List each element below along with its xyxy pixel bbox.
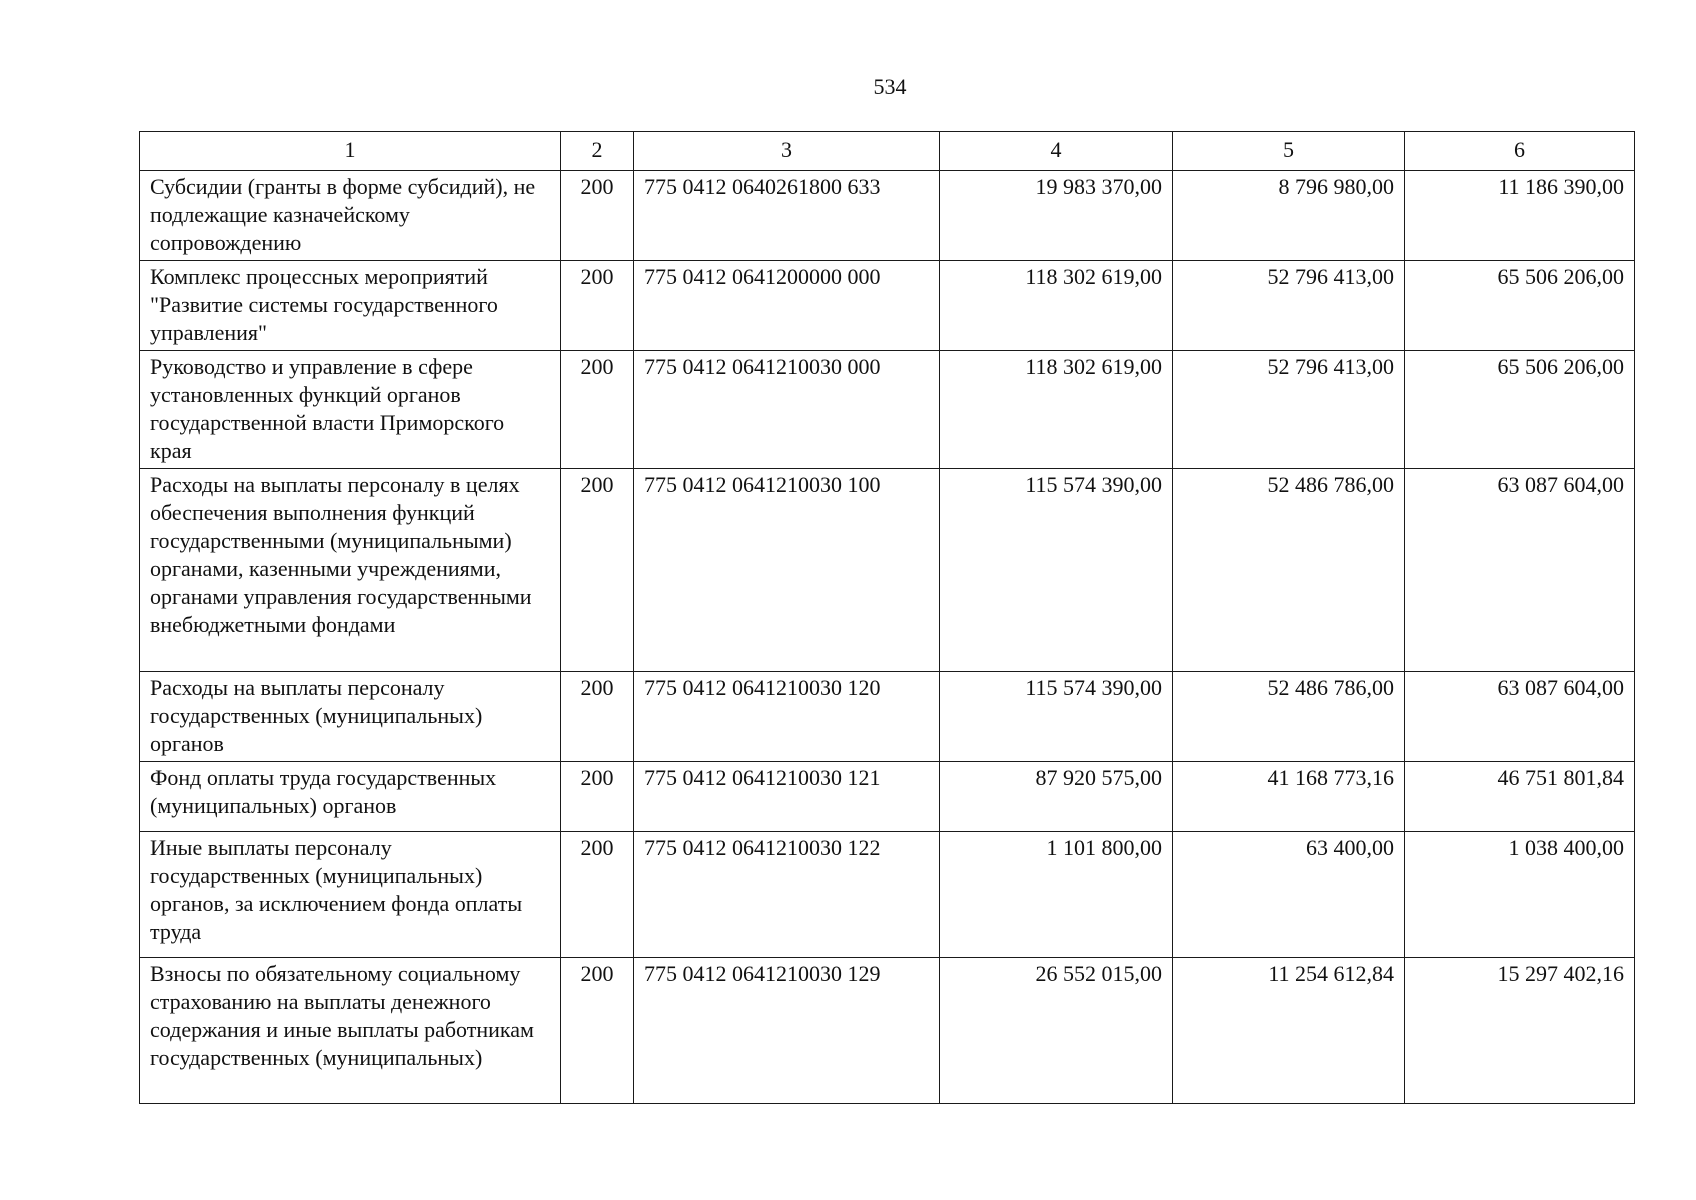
row-col6: 65 506 206,00: [1405, 261, 1635, 351]
table-row: [140, 762, 1635, 832]
row-col4: 118 302 619,00: [940, 351, 1173, 469]
column-header-4: 4: [940, 132, 1173, 171]
row-col5: 52 486 786,00: [1173, 672, 1405, 762]
row-col4: 87 920 575,00: [940, 762, 1173, 832]
row-col6: 11 186 390,00: [1405, 171, 1635, 261]
row-name: Фонд оплаты труда государственных (муниципальных) органов: [140, 762, 561, 832]
table-row: [140, 469, 1635, 672]
row-col2: 200: [561, 469, 634, 672]
table-header-row: [140, 132, 1635, 171]
row-col4: 26 552 015,00: [940, 958, 1173, 1104]
row-col6: 63 087 604,00: [1405, 469, 1635, 672]
row-col5: 11 254 612,84: [1173, 958, 1405, 1104]
row-col5: 52 796 413,00: [1173, 351, 1405, 469]
row-col2: 200: [561, 762, 634, 832]
row-col2: 200: [561, 261, 634, 351]
table-row: [140, 672, 1635, 762]
row-code: 775 0412 0641210030 000: [634, 351, 940, 469]
row-col6: 15 297 402,16: [1405, 958, 1635, 1104]
row-code: 775 0412 0641210030 100: [634, 469, 940, 672]
row-col2: 200: [561, 672, 634, 762]
row-col2: 200: [561, 171, 634, 261]
row-code: 775 0412 0641210030 129: [634, 958, 940, 1104]
row-col5: 41 168 773,16: [1173, 762, 1405, 832]
row-name: Руководство и управление в сфере установленных функций органов государственной власти Приморского края: [140, 351, 561, 469]
row-col5: 63 400,00: [1173, 832, 1405, 958]
table-row: [140, 832, 1635, 958]
row-col6: 65 506 206,00: [1405, 351, 1635, 469]
budget-table: [139, 131, 1635, 1104]
row-code: 775 0412 0641210030 121: [634, 762, 940, 832]
table-row: [140, 171, 1635, 261]
row-col2: 200: [561, 351, 634, 469]
row-code: 775 0412 0641200000 000: [634, 261, 940, 351]
row-code: 775 0412 0640261800 633: [634, 171, 940, 261]
row-col6: 1 038 400,00: [1405, 832, 1635, 958]
table-row: [140, 261, 1635, 351]
row-code: 775 0412 0641210030 120: [634, 672, 940, 762]
column-header-3: 3: [634, 132, 940, 171]
column-header-2: 2: [561, 132, 634, 171]
row-name: Взносы по обязательному социальному страхованию на выплаты денежного содержания и иные выплаты работникам государственных (муниципальных): [140, 958, 561, 1104]
column-header-1: 1: [140, 132, 561, 171]
row-col4: 115 574 390,00: [940, 672, 1173, 762]
row-code: 775 0412 0641210030 122: [634, 832, 940, 958]
row-col6: 63 087 604,00: [1405, 672, 1635, 762]
table-row: [140, 958, 1635, 1104]
row-name: Иные выплаты персоналу государственных (муниципальных) органов, за исключением фонда оплаты труда: [140, 832, 561, 958]
column-header-6: 6: [1405, 132, 1635, 171]
row-col6: 46 751 801,84: [1405, 762, 1635, 832]
table-row: [140, 351, 1635, 469]
row-col2: 200: [561, 958, 634, 1104]
row-col4: 115 574 390,00: [940, 469, 1173, 672]
row-col4: 1 101 800,00: [940, 832, 1173, 958]
row-col5: 8 796 980,00: [1173, 171, 1405, 261]
row-name: Комплекс процессных мероприятий "Развитие системы государственного управления": [140, 261, 561, 351]
row-col4: 118 302 619,00: [940, 261, 1173, 351]
row-col2: 200: [561, 832, 634, 958]
page-number: 534: [873, 74, 907, 99]
row-col5: 52 486 786,00: [1173, 469, 1405, 672]
row-name: Расходы на выплаты персоналу в целях обеспечения выполнения функций государственными (муниципальными) органами, казенными учреждениями, органами управления государственными внебюджетными фондами: [140, 469, 561, 672]
row-name: Субсидии (гранты в форме субсидий), не подлежащие казначейскому сопровождению: [140, 171, 561, 261]
column-header-5: 5: [1173, 132, 1405, 171]
row-col4: 19 983 370,00: [940, 171, 1173, 261]
row-name: Расходы на выплаты персоналу государственных (муниципальных) органов: [140, 672, 561, 762]
row-col5: 52 796 413,00: [1173, 261, 1405, 351]
